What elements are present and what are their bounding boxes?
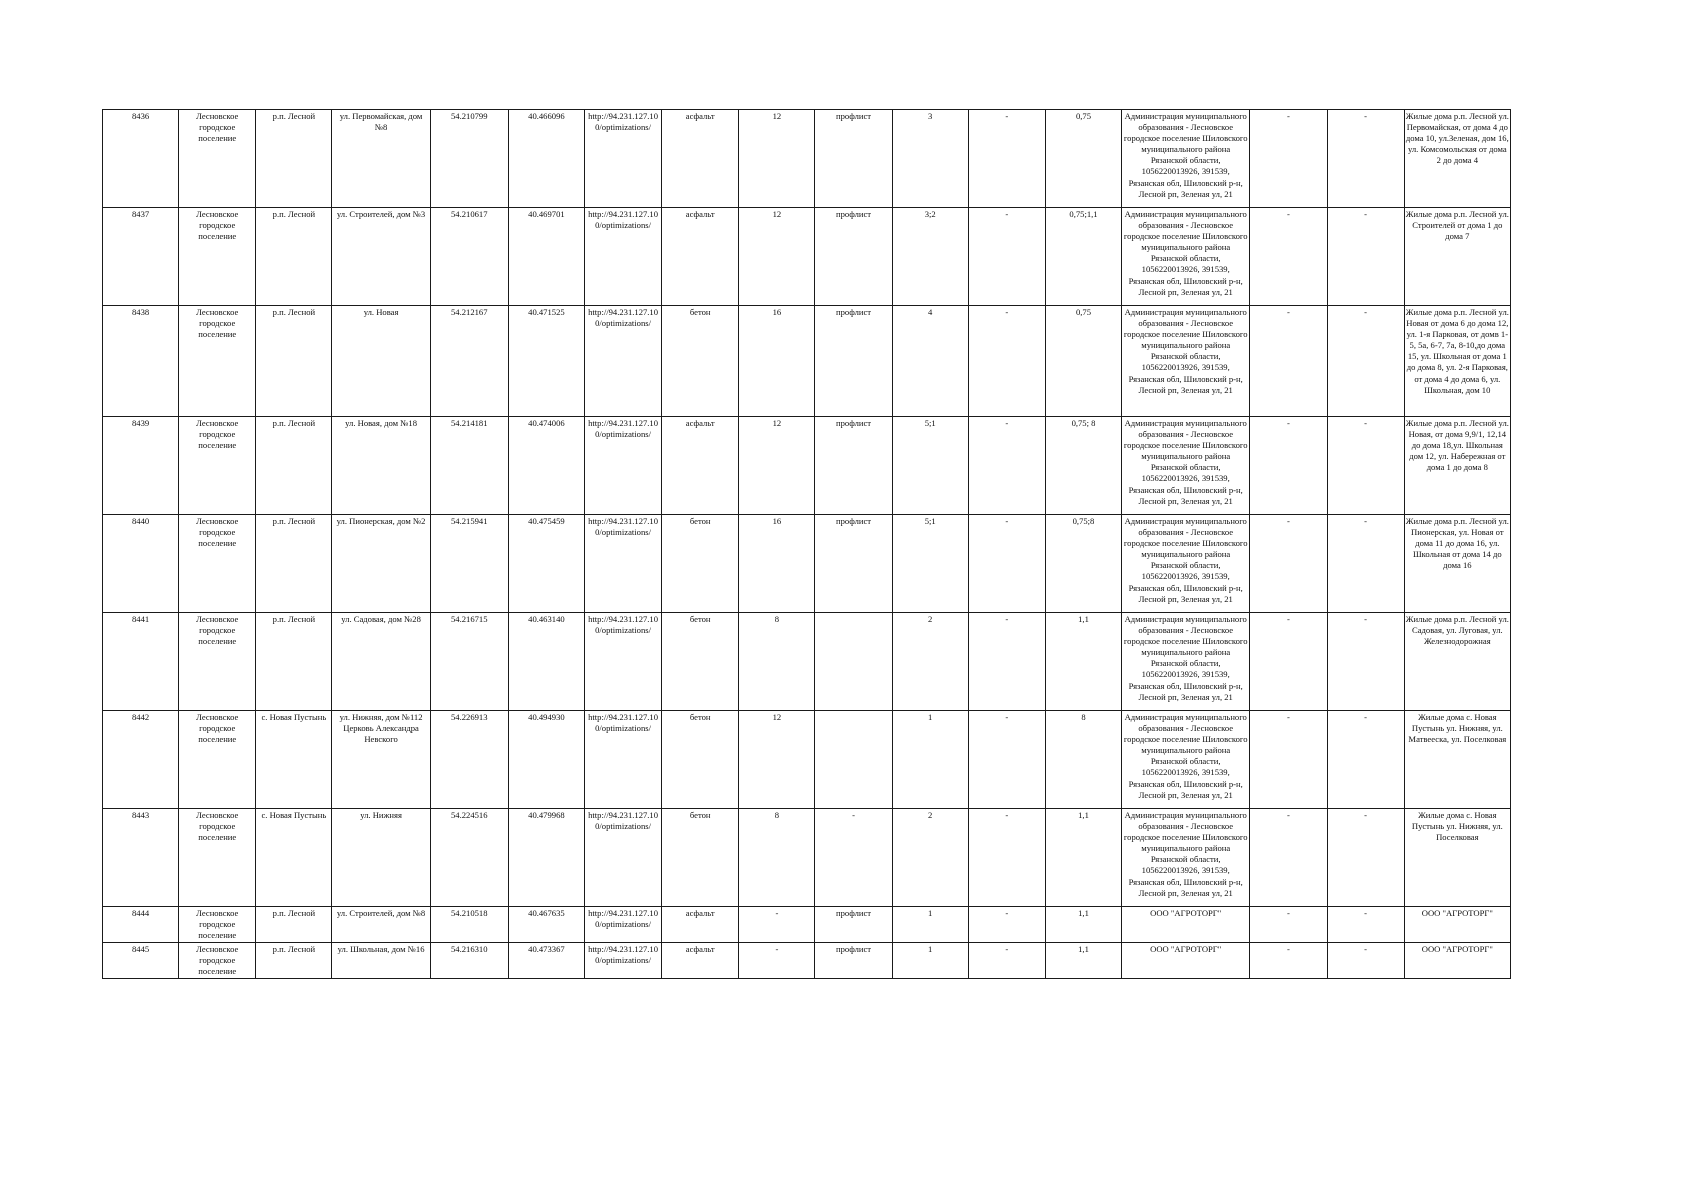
surface-cell: бетон bbox=[662, 515, 739, 613]
owner-cell: Администрация муниципального образования - Лесновское городское поселение Шиловского муниципального района Рязанской области, 1056220013926, 391539, Рязанская обл, Шиловский р-н, Лесной рп, Зеленая ул, 21 bbox=[1122, 208, 1250, 306]
extra-cell-2: - bbox=[1327, 711, 1404, 809]
extra-cell-1: - bbox=[1250, 809, 1327, 907]
extra-cell-1: - bbox=[1250, 417, 1327, 515]
extra-cell-2: - bbox=[1327, 907, 1404, 943]
fence-cell: профлист bbox=[815, 907, 892, 943]
map-link[interactable]: http://94.231.127.100/optimizations/ bbox=[584, 208, 661, 306]
extra-cell-1: - bbox=[1250, 110, 1327, 208]
fence-cell bbox=[815, 613, 892, 711]
address-cell: ул. Нижняя, дом №112 Церковь Александра Невского bbox=[332, 711, 430, 809]
table-row bbox=[103, 907, 1511, 943]
map-link[interactable]: http://94.231.127.100/optimizations/ bbox=[584, 711, 661, 809]
planned-containers-cell: - bbox=[968, 417, 1045, 515]
table-row bbox=[103, 711, 1511, 809]
table-row bbox=[103, 110, 1511, 208]
map-link[interactable]: http://94.231.127.100/optimizations/ bbox=[584, 613, 661, 711]
extra-cell-2: - bbox=[1327, 515, 1404, 613]
containers-count-cell: 1 bbox=[892, 943, 968, 979]
containers-count-cell: 5;1 bbox=[892, 515, 968, 613]
waste-sources-cell: Жилые дома р.п. Лесной ул. Садовая, ул. Луговая, ул. Железнодорожная bbox=[1404, 613, 1510, 711]
locality-cell: р.п. Лесной bbox=[256, 306, 332, 417]
longitude-cell: 40.466096 bbox=[508, 110, 584, 208]
area-cell: 8 bbox=[739, 613, 815, 711]
surface-cell: асфальт bbox=[662, 943, 739, 979]
fence-cell: профлист bbox=[815, 943, 892, 979]
containers-count-cell: 3;2 bbox=[892, 208, 968, 306]
map-link[interactable]: http://94.231.127.100/optimizations/ bbox=[584, 943, 661, 979]
longitude-cell: 40.471525 bbox=[508, 306, 584, 417]
owner-cell: Администрация муниципального образования - Лесновское городское поселение Шиловского муниципального района Рязанской области, 1056220013926, 391539, Рязанская обл, Шиловский р-н, Лесной рп, Зеленая ул, 21 bbox=[1122, 613, 1250, 711]
owner-cell: Администрация муниципального образования - Лесновское городское поселение Шиловского муниципального района Рязанской области, 1056220013926, 391539, Рязанская обл, Шиловский р-н, Лесной рп, Зеленая ул, 21 bbox=[1122, 417, 1250, 515]
row-id: 8444 bbox=[103, 907, 179, 943]
containers-count-cell: 2 bbox=[892, 809, 968, 907]
owner-cell: Администрация муниципального образования - Лесновское городское поселение Шиловского муниципального района Рязанской области, 1056220013926, 391539, Рязанская обл, Шиловский р-н, Лесной рп, Зеленая ул, 21 bbox=[1122, 809, 1250, 907]
address-cell: ул. Первомайская, дом №8 bbox=[332, 110, 430, 208]
waste-sources-cell: Жилые дома р.п. Лесной ул. Новая от дома 6 до дома 12, ул. 1-я Парковая, от домв 1-5, 5а, 6-7, 7а, 8-10,до дома 15, ул. Школьная от дома 1 до дома 8, ул. 2-я Парковая, от дома 4 до дома 6, ул. Школьная, дом 10 bbox=[1404, 306, 1510, 417]
map-link[interactable]: http://94.231.127.100/optimizations/ bbox=[584, 110, 661, 208]
settlement-cell: Лесновское городское поселение bbox=[179, 208, 256, 306]
containers-count-cell: 1 bbox=[892, 711, 968, 809]
row-id: 8436 bbox=[103, 110, 179, 208]
fence-cell: профлист bbox=[815, 208, 892, 306]
surface-cell: бетон bbox=[662, 711, 739, 809]
settlement-cell: Лесновское городское поселение bbox=[179, 907, 256, 943]
longitude-cell: 40.467635 bbox=[508, 907, 584, 943]
extra-cell-2: - bbox=[1327, 417, 1404, 515]
planned-containers-cell: - bbox=[968, 306, 1045, 417]
surface-cell: асфальт bbox=[662, 110, 739, 208]
locality-cell: р.п. Лесной bbox=[256, 110, 332, 208]
extra-cell-1: - bbox=[1250, 907, 1327, 943]
map-link[interactable]: http://94.231.127.100/optimizations/ bbox=[584, 809, 661, 907]
table-row bbox=[103, 306, 1511, 417]
waste-sources-cell: ООО "АГРОТОРГ" bbox=[1404, 943, 1510, 979]
planned-containers-cell: - bbox=[968, 613, 1045, 711]
table-body bbox=[103, 110, 1511, 979]
extra-cell-2: - bbox=[1327, 943, 1404, 979]
extra-cell-1: - bbox=[1250, 515, 1327, 613]
surface-cell: асфальт bbox=[662, 208, 739, 306]
settlement-cell: Лесновское городское поселение bbox=[179, 613, 256, 711]
settlement-cell: Лесновское городское поселение bbox=[179, 110, 256, 208]
waste-sources-cell: Жилые дома р.п. Лесной ул. Первомайская, от дома 4 до дома 10, ул.Зеленая, дом 16, ул. Комсомольская от дома 2 до дома 4 bbox=[1404, 110, 1510, 208]
table-row bbox=[103, 613, 1511, 711]
table-row bbox=[103, 515, 1511, 613]
longitude-cell: 40.474006 bbox=[508, 417, 584, 515]
table-row bbox=[103, 943, 1511, 979]
longitude-cell: 40.475459 bbox=[508, 515, 584, 613]
owner-cell: Администрация муниципального образования - Лесновское городское поселение Шиловского муниципального района Рязанской области, 1056220013926, 391539, Рязанская обл, Шиловский р-н, Лесной рп, Зеленая ул, 21 bbox=[1122, 515, 1250, 613]
owner-cell: Администрация муниципального образования - Лесновское городское поселение Шиловского муниципального района Рязанской области, 1056220013926, 391539, Рязанская обл, Шиловский р-н, Лесной рп, Зеленая ул, 21 bbox=[1122, 306, 1250, 417]
address-cell: ул. Нижняя bbox=[332, 809, 430, 907]
container-volume-cell: 0,75 bbox=[1045, 306, 1121, 417]
address-cell: ул. Новая, дом №18 bbox=[332, 417, 430, 515]
row-id: 8443 bbox=[103, 809, 179, 907]
longitude-cell: 40.473367 bbox=[508, 943, 584, 979]
area-cell: - bbox=[739, 907, 815, 943]
row-id: 8445 bbox=[103, 943, 179, 979]
map-link[interactable]: http://94.231.127.100/optimizations/ bbox=[584, 907, 661, 943]
address-cell: ул. Строителей, дом №3 bbox=[332, 208, 430, 306]
surface-cell: асфальт bbox=[662, 907, 739, 943]
map-link[interactable]: http://94.231.127.100/optimizations/ bbox=[584, 417, 661, 515]
locality-cell: р.п. Лесной bbox=[256, 613, 332, 711]
extra-cell-2: - bbox=[1327, 110, 1404, 208]
container-volume-cell: 1,1 bbox=[1045, 809, 1121, 907]
surface-cell: асфальт bbox=[662, 417, 739, 515]
owner-cell: ООО "АГРОТОРГ" bbox=[1122, 943, 1250, 979]
fence-cell: профлист bbox=[815, 306, 892, 417]
area-cell: 8 bbox=[739, 809, 815, 907]
address-cell: ул. Новая bbox=[332, 306, 430, 417]
locality-cell: р.п. Лесной bbox=[256, 208, 332, 306]
containers-count-cell: 4 bbox=[892, 306, 968, 417]
settlement-cell: Лесновское городское поселение bbox=[179, 711, 256, 809]
containers-count-cell: 3 bbox=[892, 110, 968, 208]
settlement-cell: Лесновское городское поселение bbox=[179, 515, 256, 613]
map-link[interactable]: http://94.231.127.100/optimizations/ bbox=[584, 306, 661, 417]
waste-sources-cell: Жилые дома р.п. Лесной ул. Новая, от дома 9,9/1, 12,14 до дома 18,ул. Школьная дом 12, ул. Набережная от дома 1 до дома 8 bbox=[1404, 417, 1510, 515]
area-cell: 12 bbox=[739, 417, 815, 515]
longitude-cell: 40.469701 bbox=[508, 208, 584, 306]
area-cell: 16 bbox=[739, 306, 815, 417]
settlement-cell: Лесновское городское поселение bbox=[179, 809, 256, 907]
fence-cell: профлист bbox=[815, 417, 892, 515]
extra-cell-2: - bbox=[1327, 809, 1404, 907]
waste-sources-cell: Жилые дома р.п. Лесной ул. Строителей от дома 1 до дома 7 bbox=[1404, 208, 1510, 306]
surface-cell: бетон bbox=[662, 809, 739, 907]
owner-cell: Администрация муниципального образования - Лесновское городское поселение Шиловского муниципального района Рязанской области, 1056220013926, 391539, Рязанская обл, Шиловский р-н, Лесной рп, Зеленая ул, 21 bbox=[1122, 711, 1250, 809]
container-volume-cell: 8 bbox=[1045, 711, 1121, 809]
planned-containers-cell: - bbox=[968, 809, 1045, 907]
owner-cell: ООО "АГРОТОРГ" bbox=[1122, 907, 1250, 943]
latitude-cell: 54.215941 bbox=[430, 515, 508, 613]
area-cell: 16 bbox=[739, 515, 815, 613]
planned-containers-cell: - bbox=[968, 208, 1045, 306]
container-volume-cell: 0,75 bbox=[1045, 110, 1121, 208]
container-volume-cell: 1,1 bbox=[1045, 613, 1121, 711]
table-row bbox=[103, 208, 1511, 306]
waste-sources-cell: ООО "АГРОТОРГ" bbox=[1404, 907, 1510, 943]
fence-cell bbox=[815, 711, 892, 809]
area-cell: - bbox=[739, 943, 815, 979]
longitude-cell: 40.494930 bbox=[508, 711, 584, 809]
extra-cell-1: - bbox=[1250, 208, 1327, 306]
fence-cell: профлист bbox=[815, 515, 892, 613]
containers-count-cell: 1 bbox=[892, 907, 968, 943]
planned-containers-cell: - bbox=[968, 515, 1045, 613]
container-volume-cell: 1,1 bbox=[1045, 907, 1121, 943]
latitude-cell: 54.216715 bbox=[430, 613, 508, 711]
planned-containers-cell: - bbox=[968, 110, 1045, 208]
latitude-cell: 54.224516 bbox=[430, 809, 508, 907]
row-id: 8439 bbox=[103, 417, 179, 515]
address-cell: ул. Строителей, дом №8 bbox=[332, 907, 430, 943]
area-cell: 12 bbox=[739, 711, 815, 809]
longitude-cell: 40.463140 bbox=[508, 613, 584, 711]
map-link[interactable]: http://94.231.127.100/optimizations/ bbox=[584, 515, 661, 613]
container-volume-cell: 0,75;1,1 bbox=[1045, 208, 1121, 306]
settlement-cell: Лесновское городское поселение bbox=[179, 417, 256, 515]
extra-cell-1: - bbox=[1250, 943, 1327, 979]
latitude-cell: 54.210799 bbox=[430, 110, 508, 208]
latitude-cell: 54.210518 bbox=[430, 907, 508, 943]
address-cell: ул. Школьная, дом №16 bbox=[332, 943, 430, 979]
settlement-cell: Лесновское городское поселение bbox=[179, 943, 256, 979]
extra-cell-2: - bbox=[1327, 613, 1404, 711]
planned-containers-cell: - bbox=[968, 711, 1045, 809]
locality-cell: р.п. Лесной bbox=[256, 417, 332, 515]
owner-cell: Администрация муниципального образования - Лесновское городское поселение Шиловского муниципального района Рязанской области, 1056220013926, 391539, Рязанская обл, Шиловский р-н, Лесной рп, Зеленая ул, 21 bbox=[1122, 110, 1250, 208]
extra-cell-2: - bbox=[1327, 306, 1404, 417]
extra-cell-1: - bbox=[1250, 306, 1327, 417]
longitude-cell: 40.479968 bbox=[508, 809, 584, 907]
fence-cell: - bbox=[815, 809, 892, 907]
latitude-cell: 54.210617 bbox=[430, 208, 508, 306]
waste-sources-cell: Жилые дома р.п. Лесной ул. Пионерская, ул. Новая от дома 11 до дома 16, ул. Школьная от дома 14 до дома 16 bbox=[1404, 515, 1510, 613]
container-volume-cell: 0,75; 8 bbox=[1045, 417, 1121, 515]
container-volume-cell: 0,75;8 bbox=[1045, 515, 1121, 613]
area-cell: 12 bbox=[739, 208, 815, 306]
extra-cell-2: - bbox=[1327, 208, 1404, 306]
waste-sources-cell: Жилые дома с. Новая Пустынь ул. Нижняя, ул. Матвееска, ул. Поселковая bbox=[1404, 711, 1510, 809]
locality-cell: с. Новая Пустынь bbox=[256, 711, 332, 809]
surface-cell: бетон bbox=[662, 613, 739, 711]
latitude-cell: 54.212167 bbox=[430, 306, 508, 417]
planned-containers-cell: - bbox=[968, 907, 1045, 943]
row-id: 8441 bbox=[103, 613, 179, 711]
fence-cell: профлист bbox=[815, 110, 892, 208]
row-id: 8440 bbox=[103, 515, 179, 613]
surface-cell: бетон bbox=[662, 306, 739, 417]
container-volume-cell: 1,1 bbox=[1045, 943, 1121, 979]
locality-cell: р.п. Лесной bbox=[256, 907, 332, 943]
extra-cell-1: - bbox=[1250, 711, 1327, 809]
latitude-cell: 54.216310 bbox=[430, 943, 508, 979]
row-id: 8442 bbox=[103, 711, 179, 809]
row-id: 8437 bbox=[103, 208, 179, 306]
latitude-cell: 54.226913 bbox=[430, 711, 508, 809]
waste-sources-cell: Жилые дома с. Новая Пустынь ул. Нижняя, ул. Поселковая bbox=[1404, 809, 1510, 907]
table-row bbox=[103, 809, 1511, 907]
locality-cell: с. Новая Пустынь bbox=[256, 809, 332, 907]
row-id: 8438 bbox=[103, 306, 179, 417]
planned-containers-cell: - bbox=[968, 943, 1045, 979]
locality-cell: р.п. Лесной bbox=[256, 943, 332, 979]
containers-count-cell: 5;1 bbox=[892, 417, 968, 515]
extra-cell-1: - bbox=[1250, 613, 1327, 711]
area-cell: 12 bbox=[739, 110, 815, 208]
containers-count-cell: 2 bbox=[892, 613, 968, 711]
locality-cell: р.п. Лесной bbox=[256, 515, 332, 613]
table-row bbox=[103, 417, 1511, 515]
latitude-cell: 54.214181 bbox=[430, 417, 508, 515]
container-sites-table bbox=[102, 109, 1511, 979]
address-cell: ул. Пионерская, дом №2 bbox=[332, 515, 430, 613]
address-cell: ул. Садовая, дом №28 bbox=[332, 613, 430, 711]
settlement-cell: Лесновское городское поселение bbox=[179, 306, 256, 417]
